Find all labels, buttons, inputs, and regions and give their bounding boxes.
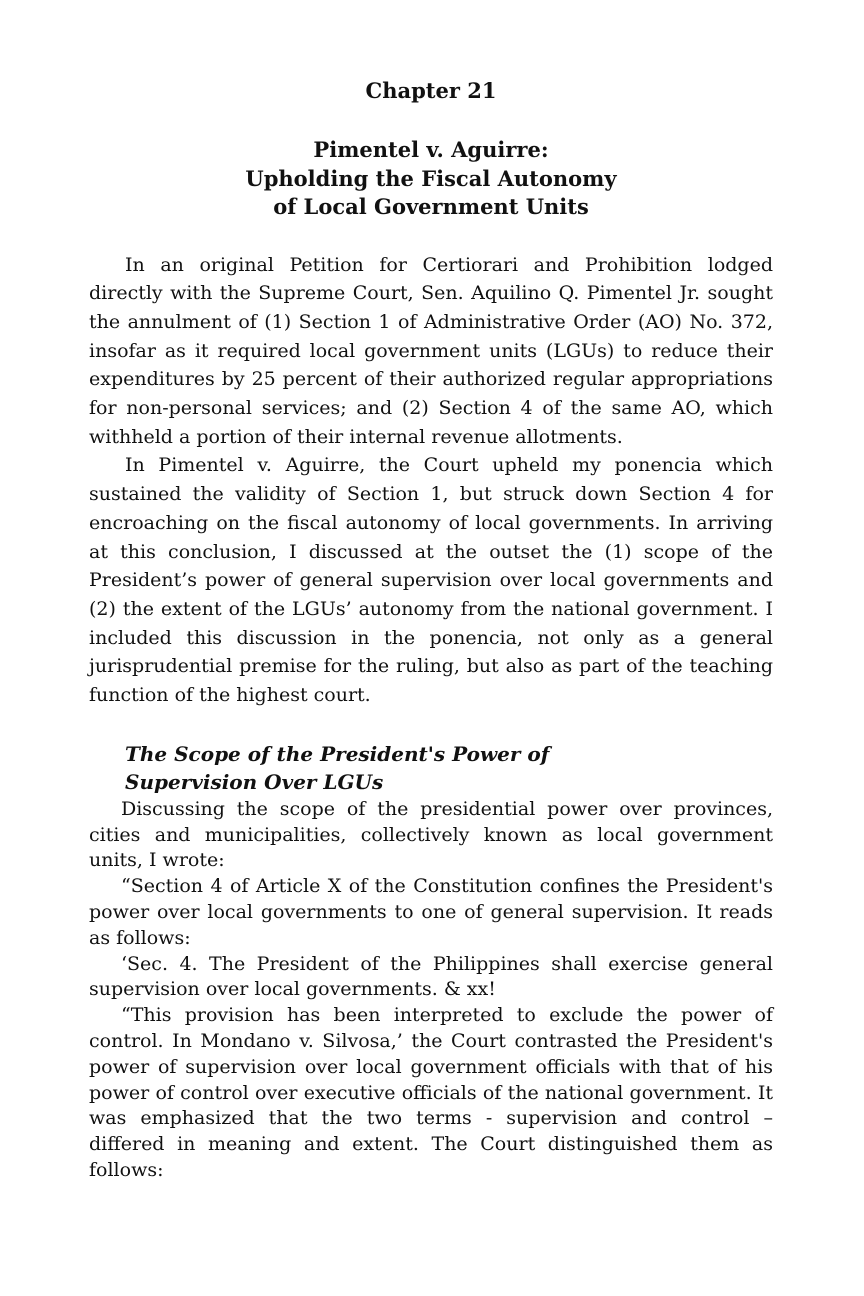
chapter-title-line: Upholding the Fiscal Autonomy — [245, 165, 617, 191]
paragraph: Discussing the scope of the presidential power over provinces, cities and municipalities, collectively known as local government units, I wrote: — [89, 797, 773, 872]
chapter-title — [89, 136, 773, 222]
intro-text — [89, 251, 773, 710]
paragraph: In Pimentel v. Aguirre, the Court upheld my ponencia which sustained the validity of Section 1, but struck down Section 4 for encroaching on the fiscal autonomy of local governments. In arriving at this conclusion, I discussed at the outset the (1) scope of the President’s power of general supervision over local governments and (2) the extent of the LGUs’ autonomy from the national government. I included this discussion in the ponencia, not only as a general jurisprudential premise for the ruling, but also as part of the teaching function of the highest court. — [89, 454, 773, 707]
chapter-number: Chapter 21 — [365, 78, 497, 103]
quote-paragraph: ‘Sec. 4. The President of the Philippines shall exercise general supervision over local governments. & xx! — [89, 952, 773, 1001]
section-text — [89, 797, 773, 1184]
paragraph: In an original Petition for Certiorari and Prohibition lodged directly with the Supreme Court, Sen. Aquilino Q. Pimentel Jr. sought the annulment of (1) Section 1 of Administrative Order (AO) No. 372, insofar as it required local government units (LGUs) to reduce their expenditures by 25 percent of their authorized regular appropriations for non-personal services; and (2) Section 4 of the same AO, which withheld a portion of their internal revenue allotments. — [89, 253, 773, 448]
section-heading-line: Supervision Over LGUs — [125, 770, 384, 795]
chapter-title-line: Pimentel v. Aguirre: — [313, 137, 549, 162]
book-page — [89, 76, 773, 1184]
quote-paragraph: “This provision has been interpreted to exclude the power of control. In Mondano v. Silvosa,’ the Court contrasted the President's power of supervision over local government officials with that of his power of control over executive officials of the national government. It was emphasized that the two terms - supervision and control – differed in meaning and extent. The Court distinguished them as follows: — [89, 1004, 773, 1181]
quote-paragraph: “Section 4 of Article X of the Constitution confines the President's power over local governments to one of general supervision. It reads as follows: — [89, 875, 773, 949]
section-heading-line: The Scope of the President's Power of — [125, 741, 550, 766]
chapter-title-line: of Local Government Units — [273, 194, 589, 219]
section-heading — [125, 740, 773, 797]
